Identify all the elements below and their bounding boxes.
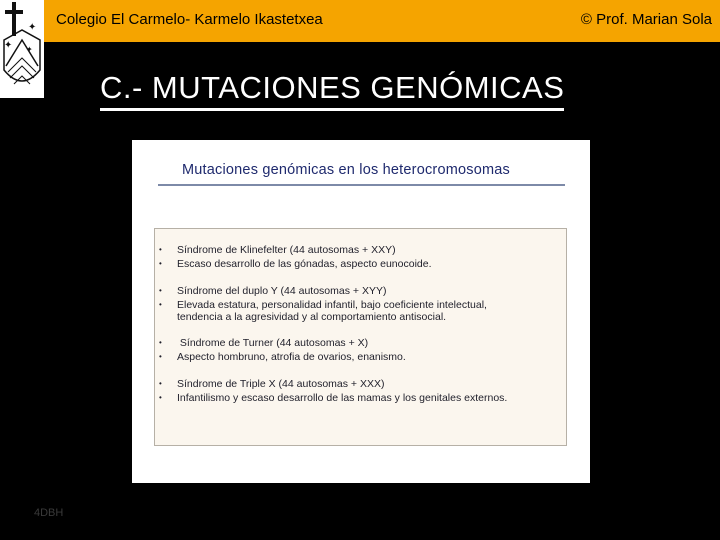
figure-image [132, 140, 590, 483]
bullet-icon: • [159, 338, 162, 347]
figure-panel [154, 228, 567, 446]
slide-title: C.- MUTACIONES GENÓMICAS [100, 68, 564, 111]
list-item-text: Infantilismo y escaso desarrollo de las mamas y los genitales externos. [177, 392, 508, 404]
author-credit: © Prof. Marian Sola [580, 11, 712, 28]
list-item-text: Síndrome de Klinefelter (44 autosomas + XXY) [177, 244, 396, 256]
bullet-icon: • [159, 286, 162, 295]
list-item-text: Elevada estatura, personalidad infantil, bajo coeficiente intelectual, tendencia a la agresividad y al comportamiento antisocial. [177, 299, 487, 323]
list-item-text: Síndrome del duplo Y (44 autosomas + XYY) [177, 285, 387, 297]
footer-label: 4DBH [34, 507, 64, 519]
figure-heading [158, 160, 565, 186]
bullet-icon: • [159, 393, 162, 402]
school-name: Colegio El Carmelo- Karmelo Ikastetxea [56, 11, 323, 28]
bullet-icon: • [159, 300, 162, 309]
svg-text:✦: ✦ [26, 45, 33, 54]
bullet-icon: • [159, 245, 162, 254]
bullet-icon: • [159, 352, 162, 361]
list-item-text: Escaso desarrollo de las gónadas, aspecto eunocoide. [177, 258, 432, 270]
list-item-text: Síndrome de Turner (44 autosomas + X) [177, 337, 369, 349]
list-item-text: Aspecto hombruno, atrofia de ovarios, enanismo. [177, 351, 406, 363]
svg-text:✦: ✦ [28, 22, 37, 33]
list-item-text: Síndrome de Triple X (44 autosomas + XXX) [177, 378, 385, 390]
bullet-icon: • [159, 379, 162, 388]
school-logo-icon [0, 0, 44, 98]
figure-heading-text: Mutaciones genómicas en los heterocromosomas [182, 162, 510, 178]
svg-text:✦: ✦ [4, 40, 13, 51]
bullet-icon: • [159, 259, 162, 268]
